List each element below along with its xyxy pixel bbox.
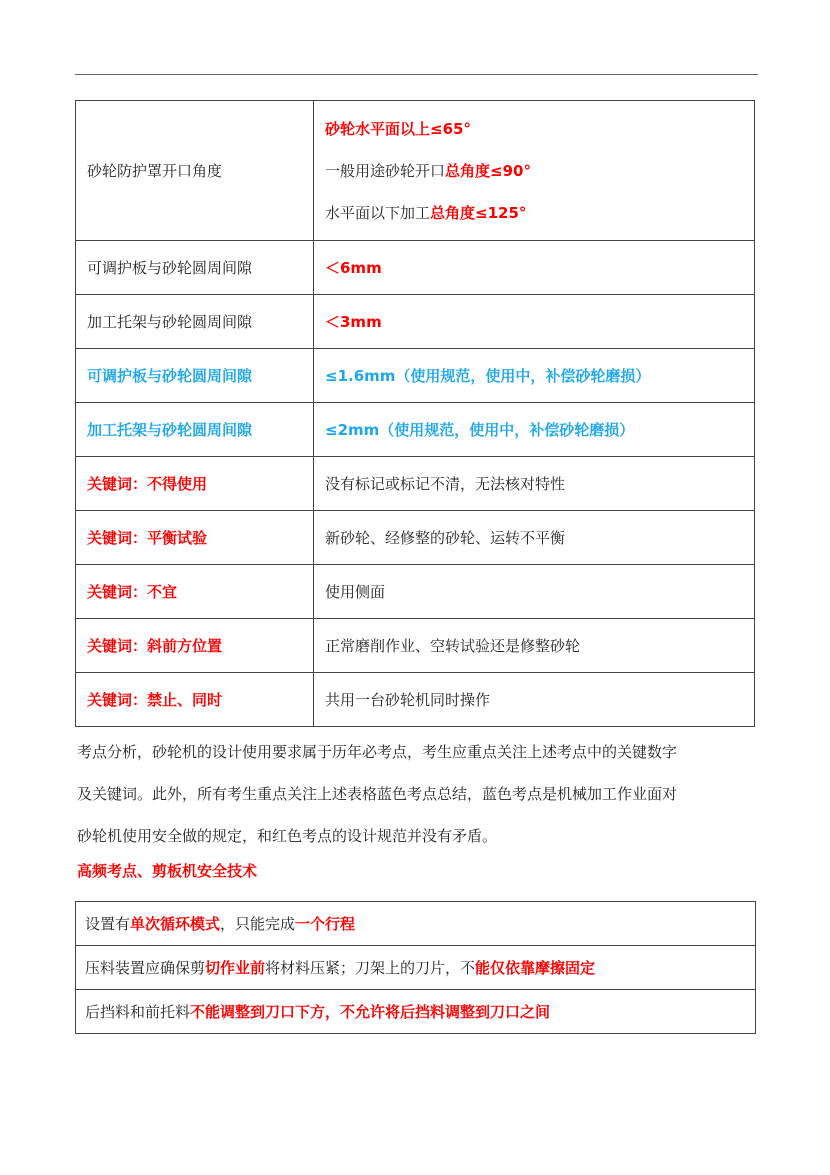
row-value: ≤2mm（使用规范，使用中，补偿砂轮磨损）	[314, 403, 755, 457]
header-rule	[75, 74, 758, 75]
row-label: 砂轮防护罩开口角度	[76, 101, 314, 241]
paragraph-line: 及关键词。此外，所有考生重点关注上述表格蓝色考点总结，蓝色考点是机械加工作业面对	[77, 785, 678, 803]
row-label: 关键词：不宜	[76, 565, 314, 619]
row-value: 共用一台砂轮机同时操作	[314, 673, 755, 727]
rule-highlight: 单次循环模式	[130, 914, 221, 933]
rule-text: 压料装置应确保剪	[85, 958, 206, 977]
analysis-paragraph	[77, 731, 757, 857]
value-text: 砂轮水平面以上≤65°	[325, 119, 471, 138]
row-value: 使用侧面	[314, 565, 755, 619]
row-value: 正常磨削作业、空转试验还是修整砂轮	[314, 619, 755, 673]
value-line	[325, 108, 754, 150]
table-row	[76, 403, 755, 457]
table-row	[76, 619, 755, 673]
row-label: 可调护板与砂轮圆周间隙	[76, 349, 314, 403]
row-value: 新砂轮、经修整的砂轮、运转不平衡	[314, 511, 755, 565]
row-label: 加工托架与砂轮圆周间隙	[76, 295, 314, 349]
rule-highlight: 能仅依靠摩擦固定	[475, 958, 596, 977]
row-label: 可调护板与砂轮圆周间隙	[76, 241, 314, 295]
row-label: 关键词：禁止、同时	[76, 673, 314, 727]
rule-cell	[76, 946, 756, 990]
rule-highlight: 一个行程	[295, 914, 356, 933]
table-row	[76, 349, 755, 403]
row-label: 关键词：平衡试验	[76, 511, 314, 565]
value-line	[325, 192, 754, 234]
grinder-spec-table	[75, 100, 755, 727]
paragraph-line: 考点分析，砂轮机的设计使用要求属于历年必考点，考生应重点关注上述考点中的关键数字	[77, 743, 678, 761]
value-text: 一般用途砂轮开口	[325, 161, 446, 180]
table-row	[76, 457, 755, 511]
rule-cell	[76, 990, 756, 1034]
row-value: ＜3mm	[314, 295, 755, 349]
value-highlight: 总角度≤125°	[430, 203, 527, 222]
table-row	[76, 241, 755, 295]
rule-highlight: 切作业前	[205, 958, 266, 977]
value-line	[325, 150, 754, 192]
rule-text: 后挡料和前托料	[85, 1002, 191, 1021]
shearing-machine-table	[75, 901, 756, 1034]
row-value: 没有标记或标记不清，无法核对特性	[314, 457, 755, 511]
rule-highlight: 不能调整到刀口下方，不允许将后挡料调整到刀口之间	[190, 1002, 551, 1021]
table-row	[76, 990, 756, 1034]
table-row	[76, 565, 755, 619]
row-value	[314, 101, 755, 241]
section-title: 高频考点、剪板机安全技术	[77, 862, 258, 880]
table-row	[76, 295, 755, 349]
row-label: 关键词：不得使用	[76, 457, 314, 511]
row-label: 加工托架与砂轮圆周间隙	[76, 403, 314, 457]
rule-text: 设置有	[85, 914, 131, 933]
rule-text: 将材料压紧；刀架上的刀片，不	[265, 958, 476, 977]
table-row	[76, 511, 755, 565]
table-row	[76, 673, 755, 727]
row-label: 关键词：斜前方位置	[76, 619, 314, 673]
value-highlight: 总角度≤90°	[445, 161, 531, 180]
row-value: ＜6mm	[314, 241, 755, 295]
paragraph-line: 砂轮机使用安全做的规定，和红色考点的设计规范并没有矛盾。	[77, 827, 498, 845]
rule-text: ，只能完成	[220, 914, 296, 933]
rule-cell	[76, 902, 756, 946]
value-text: 水平面以下加工	[325, 203, 431, 222]
row-value: ≤1.6mm（使用规范，使用中，补偿砂轮磨损）	[314, 349, 755, 403]
table-row	[76, 946, 756, 990]
table-row	[76, 101, 755, 241]
table-row	[76, 902, 756, 946]
